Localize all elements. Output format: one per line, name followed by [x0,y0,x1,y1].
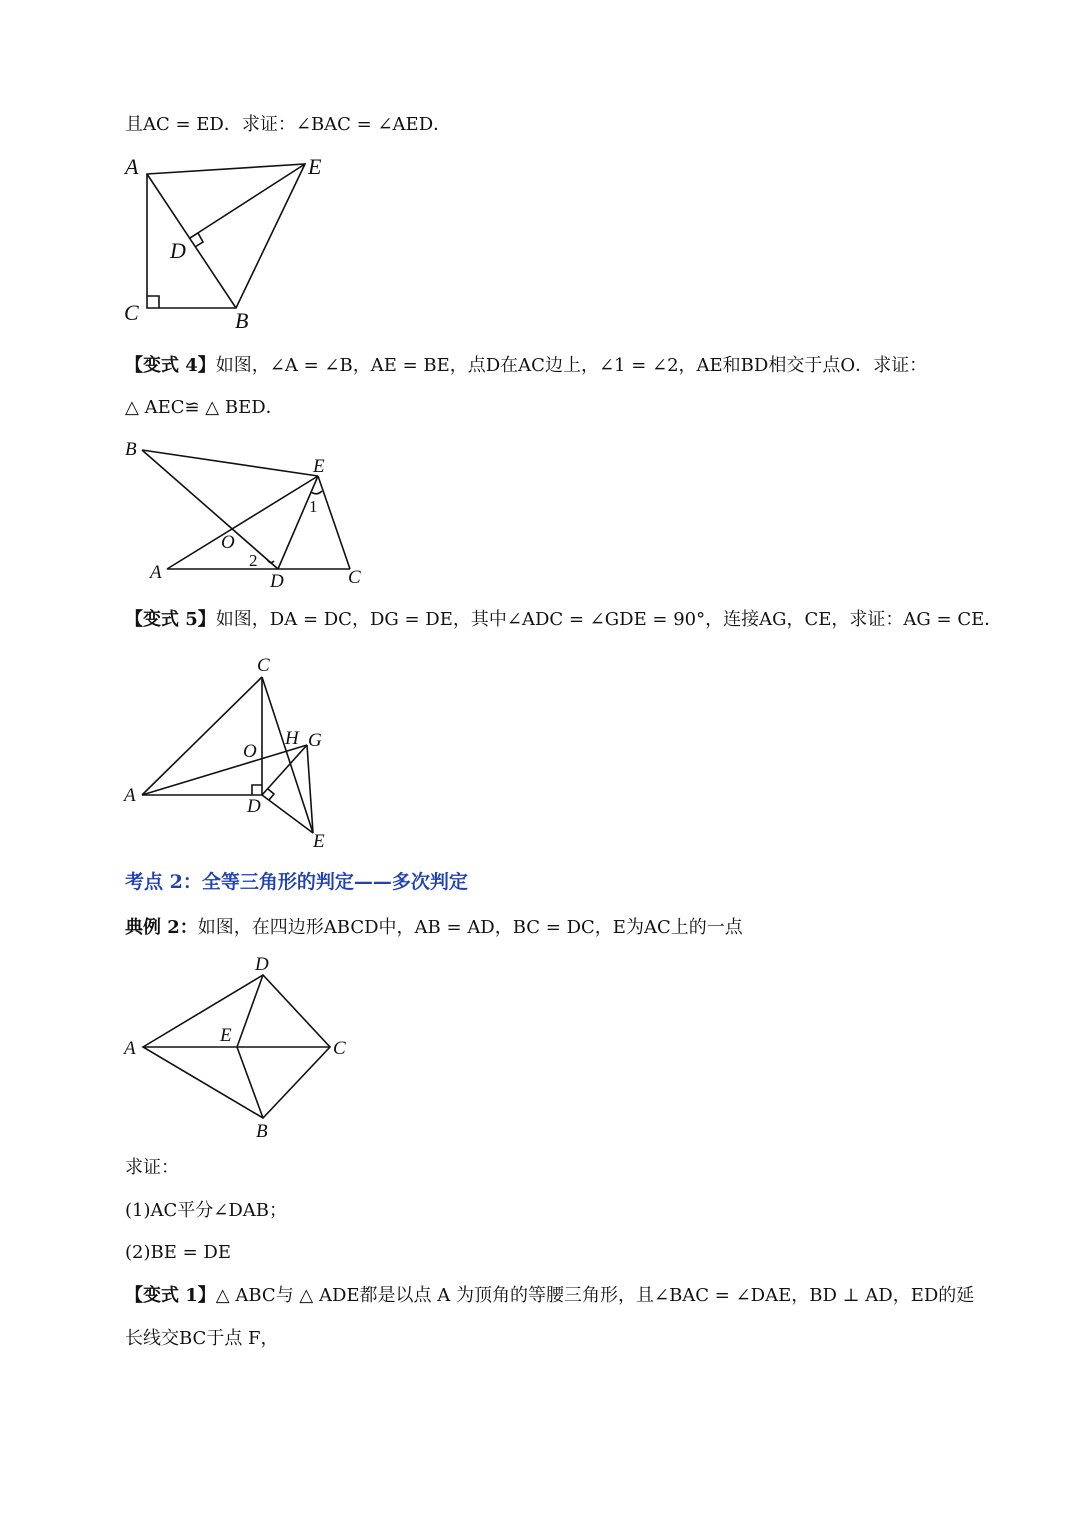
fig3-right-angle-ADC [252,785,262,795]
fig3-label-G: G [308,730,322,751]
fig2-label-B: B [125,439,137,460]
fig4-label-B: B [256,1121,268,1142]
figure-2 [110,435,390,595]
fig3-label-A: A [124,785,136,806]
fig2-label-E: E [313,456,325,477]
fig3-segment-CE [262,677,313,833]
figure-3 [115,650,355,860]
fig2-label-2: 2 [249,551,258,570]
example-2-line: 典例 2：如图，在四边形ABCD中，AB = AD，BC = DC，E为AC上的一点 [125,917,743,938]
variant-1-line-1: 【变式 1】△ ABC与 △ ADE都是以点 A 为顶角的等腰三角形，且∠BAC = ∠DAE，BD ⊥ AD，ED的延 [125,1285,975,1306]
prove-label: 求证： [125,1157,179,1178]
fig3-label-C: C [257,655,270,676]
fig4-segment-DE [237,975,263,1047]
fig2-angle-2-arc [267,559,274,563]
fig2-segment-EC [318,476,350,569]
section-heading-2: 考点 2：全等三角形的判定——多次判定 [125,871,468,893]
fig2-label-A: A [150,562,162,583]
fig1-right-angle-C [147,296,159,308]
fig1-quadrilateral [147,164,305,308]
fig2-segment-DE [278,476,318,569]
fig3-segment-DE [262,795,313,833]
fig2-label-1: 1 [309,497,318,516]
problem-conclusion-line: 且AC = ED．求证：∠BAC = ∠AED． [125,114,452,135]
fig2-label-D: D [270,571,284,592]
variant-1-line-2: 长线交BC于点 F， [125,1328,279,1349]
fig1-label-C: C [124,300,139,325]
fig2-segment-AE [167,476,318,569]
fig1-label-B: B [235,308,249,333]
fig2-label-C: C [348,567,361,588]
fig3-label-H: H [285,728,299,749]
fig1-segment-AB [147,174,236,308]
variant-4-line-2: △ AEC≌ △ BED． [125,397,284,418]
fig3-right-angle-GDE [268,789,274,800]
variant-5-line: 【变式 5】如图，DA = DC，DG = DE，其中∠ADC = ∠GDE = 90°，连接AG，CE，求证：AG = CE． [125,609,1003,630]
prove-item-1: (1)AC平分∠DAB； [125,1200,288,1221]
prove-item-2: (2)BE = DE [125,1242,231,1263]
fig1-right-angle-D [190,233,203,247]
figure-4 [115,950,375,1150]
fig4-label-A: A [124,1038,136,1059]
fig3-label-D: D [247,796,261,817]
fig4-label-D: D [255,954,269,975]
fig3-label-E: E [313,831,325,852]
fig2-angle-1-arc [311,491,322,494]
fig1-label-E: E [308,154,322,179]
fig1-label-D: D [170,238,186,263]
fig4-label-C: C [333,1038,346,1059]
fig4-label-E: E [220,1025,232,1046]
variant-4-line-1: 【变式 4】如图，∠A = ∠B，AE = BE，点D在AC边上，∠1 = ∠2，AE和BD相交于点O．求证： [125,355,928,376]
fig3-label-O: O [243,741,257,762]
fig1-label-A: A [125,154,139,179]
fig4-segment-EB [237,1047,263,1118]
figure-1 [110,150,350,340]
fig2-label-O: O [221,532,235,553]
